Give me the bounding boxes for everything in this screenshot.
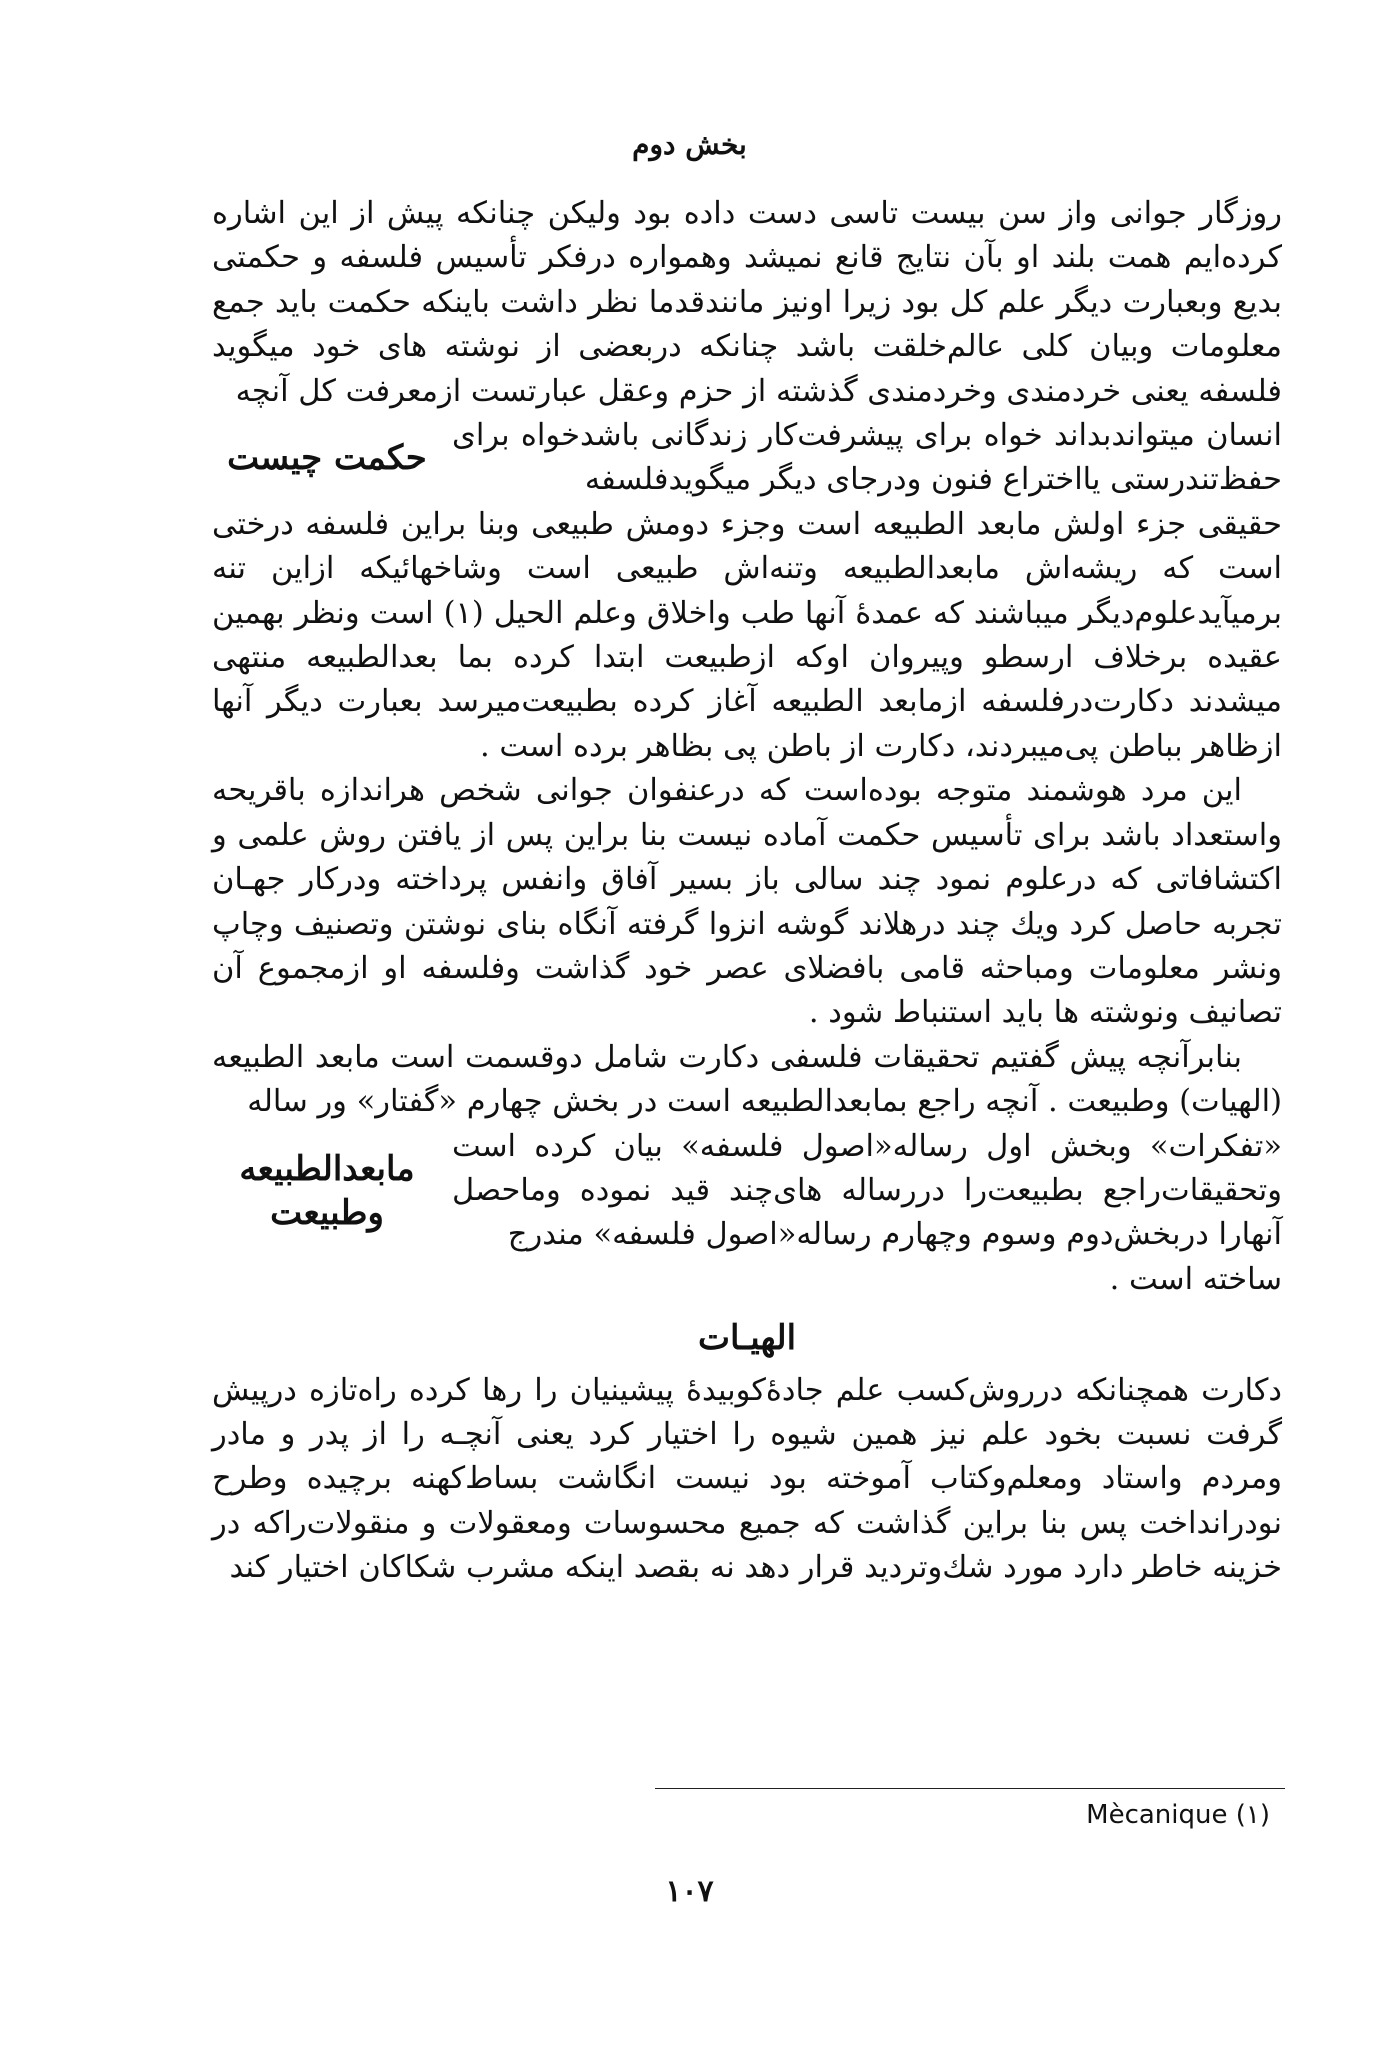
side-title-what-is-wisdom: حکمت چیست bbox=[227, 438, 427, 479]
section-title-theology: الهیـات bbox=[697, 1318, 797, 1359]
paragraph-4-side-text: «تفکرات» وبخش اول رساله«اصول فلسفه» بیان کرده است وتحقیقات‌راجع بطبیعت‌را دررساله های‌چند قید نموده وماحصل آنهارا دربخش‌دوم وسوم وچهارم رساله«اصول فلسفه» مندرج bbox=[452, 1128, 1282, 1253]
footnote-divider bbox=[655, 1788, 1285, 1789]
paragraph-3: این مرد هوشمند متوجه بوده‌است که درعنفوان جوانی شخص هراندازه باقریحه واستعداد باشد برای تأسیس حکمت آماده نیست بنا براین پس از یافتن روش علمی و اکتشافاتی که درعلوم نمود چند سالی باز بسیر آفاق وانفس پرداخته ودرکار جهـان تجربه حاصل کرد ویك چند درهلاند گوشه انزوا گرفته آنگاه بنای نوشتن وتصنیف وچاپ ونشر معلومات ومباحثه قامی بافضلای عصر خود گذاشت وفلسفه او ازمجموع آن تصانیف ونوشته ها باید استنباط شود . bbox=[212, 773, 1282, 1031]
paragraph-2-rest: حقیقی جزء اولش مابعد الطبیعه است وجزء دومش طبیعی وبنا براین فلسفه درختی است که ریشه‌اش مابعدالطبیعه وتنه‌اش طبیعی است وشاخهائیکه ازاین تنه برمیآید‌علوم‌دیگر میباشند که عمدهٔ آنها طب واخلاق وعلم الحیل (۱) است ونظر بهمین عقیده برخلاف ارسطو وپیروان اوکه ازطبیعت ابتدا کرده بما بعدالطبیعه منتهی میشدند دکارت‌درفلسفه ازمابعد الطبیعه آغاز کرده بطبیعت‌میرسد بعبارت دیگر آنها ازظاهر بباطن پی‌میبردند، دکارت از باطن پی بظاهر برده است . bbox=[212, 506, 1282, 764]
body-text bbox=[212, 192, 1282, 1591]
paragraph-1: روزگار جوانی واز سن بیست تاسی دست داده بود ولیکن چنانکه پیش از این اشاره کرده‌ایم همت بلند او بآن نتایج قانع نمیشد وهمواره درفکر تأسیس فلسفه و حکمتی بدیع وبعبارت دیگر علم کل بود زیرا اونیز مانندقدما نظر داشت باینکه حکمت باید جمع معلومات وبیان کلی عالم‌خلقت باشد چنانکه دربعضی از نوشته های خود میگوید فلسفه یعنی خردمندی وخردمندی گذشته از حزم وعقل عبارتست ازمعرفت کل آنچه bbox=[212, 196, 1282, 409]
side-title-metaphysics-line2: وطبیعت bbox=[270, 1193, 384, 1234]
side-block-metaphysics bbox=[212, 1125, 1282, 1258]
side-block-hikmat bbox=[212, 414, 1282, 503]
paragraph-2-side-text: انسان میتواندبداند خواه برای پیشرفت‌کار زندگانی باشدخواه برای حفظ‌تندرستی یااختراع فنون ودرجای دیگر میگوید‌فلسفه bbox=[452, 418, 1282, 498]
footnote: Mècanique (۱) bbox=[1086, 1800, 1270, 1830]
chapter-header: بخش دوم bbox=[632, 128, 747, 161]
paragraph-5: دکارت همچنانکه درروش‌کسب علم جادهٔ‌کوبیدهٔ پیشینیان را رها کرده راه‌تازه درپیش گرفت نسبت بخود علم نیز همین شیوه را اختیار کرد یعنی آنچـه را از پدر و مادر ومردم واستاد ومعلم‌وکتاب آموخته بود نیست انگاشت بساط‌کهنه برچیده وطرح نودرانداخت پس بنا براین گذاشت که جمیع محسوسات ومعقولات و منقولات‌راکه در خزینه خاطر دارد مورد شك‌وتردید قرار دهد نه بقصد اینکه مشرب شکاکان اختیار کند bbox=[212, 1372, 1282, 1586]
side-title-metaphysics-line1: مابعدالطبیعه bbox=[239, 1149, 415, 1190]
side-title-metaphysics bbox=[212, 1147, 452, 1235]
paragraph-4-end: ساخته است . bbox=[1109, 1261, 1282, 1297]
paragraph-4: بنابرآنچه پیش گفتیم تحقیقات فلسفی دکارت شامل دوقسمت است مابعد الطبیعه (الهیات) وطبیعت . آنچه راجع بمابعدالطبیعه است در بخش چهارم «گفتار» ور ساله bbox=[212, 1039, 1282, 1120]
page-number: ۱۰۷ bbox=[665, 1874, 714, 1909]
